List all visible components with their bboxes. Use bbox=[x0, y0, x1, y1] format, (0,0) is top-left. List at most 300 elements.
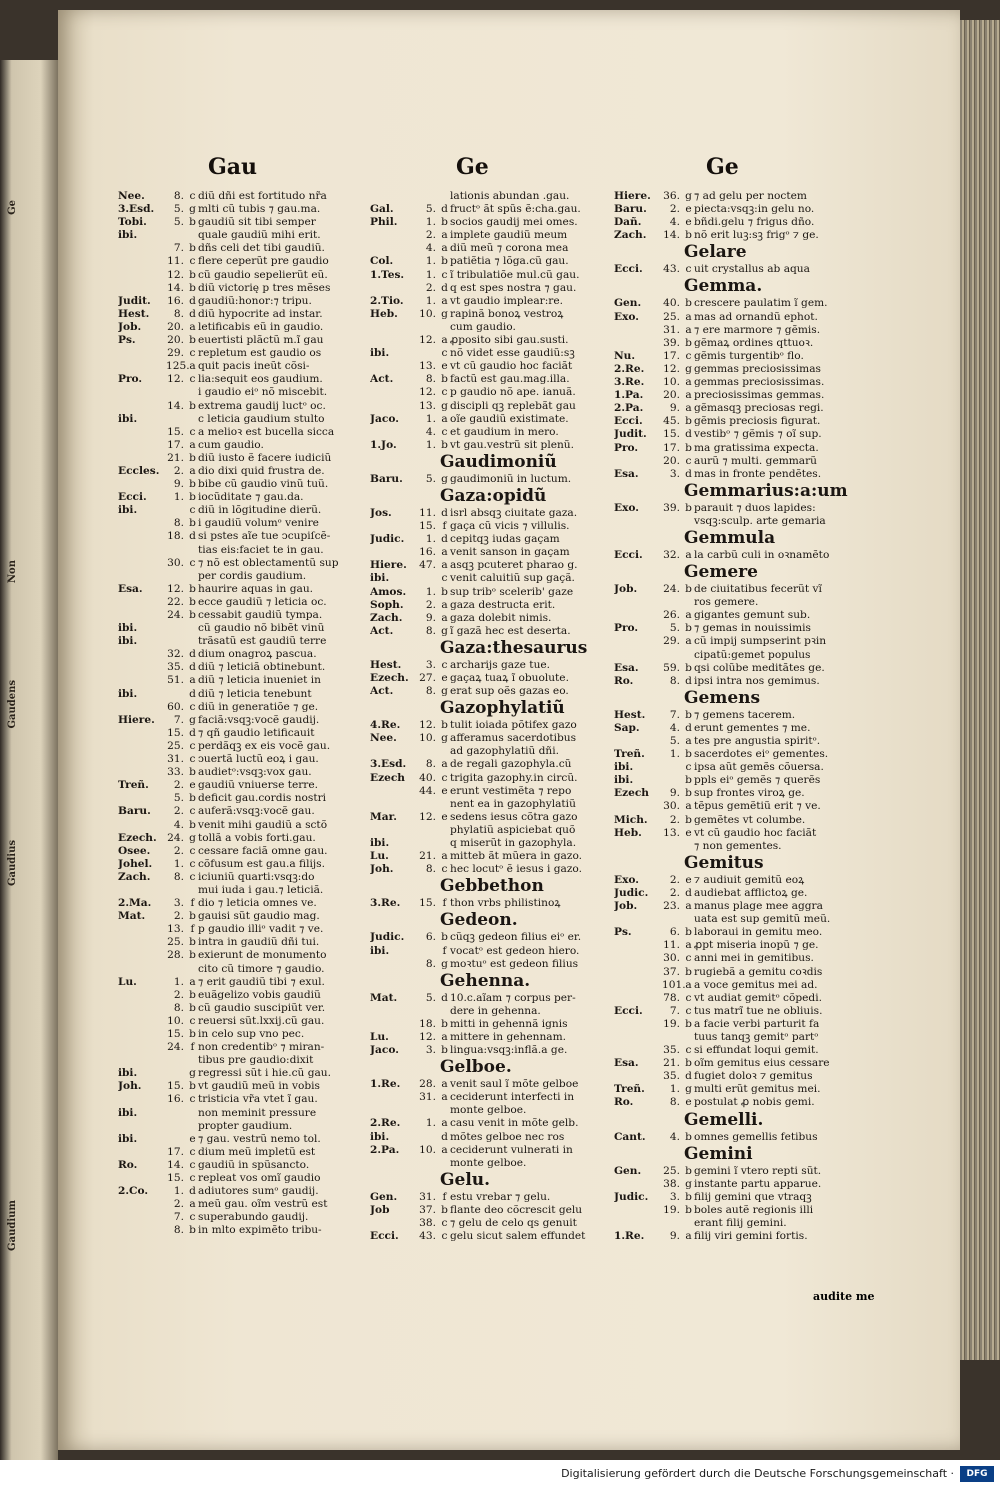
book-reference bbox=[118, 963, 166, 976]
chapter-number bbox=[166, 229, 187, 242]
chapter-number: 2. bbox=[173, 844, 184, 857]
section-letter: c bbox=[189, 255, 196, 268]
citation-text: archarijs gaze tue. bbox=[450, 658, 551, 671]
chapter-number bbox=[166, 688, 187, 701]
section-letter: b bbox=[441, 255, 448, 268]
concordance-line bbox=[118, 805, 408, 818]
book-reference bbox=[118, 674, 166, 687]
book-reference: Esa. bbox=[614, 1057, 639, 1070]
book-reference: Ezech. bbox=[370, 672, 409, 684]
citation-text: tes pre angustia spiritᵒ. bbox=[694, 735, 821, 747]
section-letter: a bbox=[441, 242, 448, 255]
section-letter: a bbox=[685, 939, 692, 952]
chapter-number: 31. bbox=[419, 1190, 436, 1203]
book-reference: Act. bbox=[370, 373, 394, 386]
chapter-number: 1. bbox=[425, 216, 436, 229]
section-letter: c bbox=[189, 1145, 196, 1158]
book-reference: Zach. bbox=[118, 870, 151, 883]
headword: Gehenna. bbox=[440, 970, 531, 991]
citation-text: vt gaudiũ meũ in vobis bbox=[198, 1080, 320, 1093]
section-letter: b bbox=[441, 438, 448, 451]
section-letter: d bbox=[189, 307, 196, 320]
chapter-number: 24. bbox=[167, 831, 184, 844]
concordance-line bbox=[614, 1131, 904, 1144]
citation-text: haurire aquas in gau. bbox=[198, 582, 314, 595]
running-head-1: Gau bbox=[208, 154, 258, 180]
book-reference bbox=[118, 1224, 166, 1237]
chapter-number: 2. bbox=[173, 910, 184, 923]
chapter-number: 13. bbox=[167, 923, 184, 936]
citation-text: ĩ tribulatiõe mul.cũ gau. bbox=[450, 268, 580, 281]
citation-text: gemmas preciosissimas. bbox=[694, 376, 825, 389]
book-reference: Zach. bbox=[614, 229, 647, 242]
citation-text: erat sup oẽs gazas eo. bbox=[450, 685, 569, 698]
section-letter: b bbox=[685, 774, 692, 787]
section-letter: b bbox=[189, 517, 196, 530]
section-letter: b bbox=[685, 229, 692, 242]
section-letter: a bbox=[441, 1078, 448, 1091]
concordance-line bbox=[118, 1015, 408, 1028]
chapter-number bbox=[166, 413, 187, 426]
chapter-number: 23. bbox=[663, 900, 680, 913]
book-reference bbox=[118, 989, 166, 1002]
section-letter: b bbox=[441, 216, 448, 229]
chapter-number: 2. bbox=[425, 281, 436, 294]
citation-text: gaza dolebit nimis. bbox=[450, 611, 552, 624]
chapter-number: 14. bbox=[167, 399, 184, 412]
chapter-number: 24. bbox=[167, 609, 184, 621]
book-reference bbox=[370, 334, 418, 347]
section-letter: a bbox=[441, 546, 448, 559]
section-letter: b bbox=[685, 1164, 692, 1177]
citation-text: tias eis:faciet te in gau. bbox=[198, 543, 324, 556]
book-reference: 2.Tio. bbox=[370, 294, 404, 307]
concordance-line bbox=[118, 714, 408, 727]
section-letter bbox=[683, 913, 694, 926]
concordance-line bbox=[614, 900, 904, 913]
book-reference bbox=[118, 648, 166, 661]
book-reference: Ecci. bbox=[614, 1004, 643, 1017]
chapter-number: 21. bbox=[167, 451, 184, 464]
citation-text: flante deo cõcrescit gelu bbox=[450, 1203, 583, 1216]
section-letter bbox=[683, 1217, 694, 1230]
book-reference: Hest. bbox=[614, 708, 646, 721]
book-reference: Judit. bbox=[614, 428, 647, 441]
chapter-number: 14. bbox=[663, 229, 680, 242]
citation-text: a melioꝛ est bucella sicca bbox=[198, 425, 335, 438]
section-letter: c bbox=[685, 952, 692, 965]
citation-text: dium meũ impletũ est bbox=[198, 1145, 316, 1158]
chapter-number: 16. bbox=[167, 294, 184, 307]
chapter-number: 12. bbox=[167, 582, 184, 595]
book-reference bbox=[118, 439, 166, 452]
book-reference bbox=[118, 1054, 166, 1067]
citation-text: la carbũ culi in oꝛnamẽto bbox=[694, 548, 830, 561]
book-reference: 1.Tes. bbox=[370, 268, 405, 281]
chapter-number: 7. bbox=[669, 708, 680, 721]
chapter-number: 4. bbox=[173, 818, 184, 831]
book-reference bbox=[370, 400, 418, 413]
chapter-number: 40. bbox=[663, 297, 680, 310]
chapter-number: 12. bbox=[419, 719, 436, 732]
concordance-line bbox=[614, 1083, 904, 1096]
chapter-number: 15. bbox=[419, 897, 436, 910]
citation-text: moꝛtuᵒ est gedeon filius bbox=[450, 957, 579, 970]
chapter-number: 12. bbox=[419, 386, 436, 399]
section-letter bbox=[439, 824, 450, 837]
chapter-number: 26. bbox=[663, 609, 680, 622]
chapter-number: 20. bbox=[663, 454, 680, 467]
citation-text: ↄuertã luctũ eoꝝ i gau. bbox=[198, 753, 319, 766]
chapter-number: 17. bbox=[167, 438, 184, 451]
section-letter: b bbox=[441, 719, 448, 732]
chapter-number: 18. bbox=[419, 1017, 436, 1030]
chapter-number: 4. bbox=[425, 425, 436, 438]
section-letter: c bbox=[441, 386, 448, 399]
concordance-line bbox=[118, 530, 408, 543]
section-letter: a bbox=[441, 598, 448, 611]
book-reference: Hest. bbox=[370, 658, 402, 671]
chapter-number bbox=[166, 386, 187, 399]
book-reference: Job. bbox=[118, 320, 142, 333]
chapter-number bbox=[662, 1031, 683, 1044]
section-letter: b bbox=[685, 441, 692, 454]
chapter-number: 6. bbox=[669, 926, 680, 939]
chapter-number: 16. bbox=[167, 1093, 184, 1106]
section-letter: a bbox=[685, 548, 692, 561]
concordance-line bbox=[118, 635, 408, 648]
citation-text: a voce gemitus mei ad. bbox=[694, 978, 818, 991]
chapter-number bbox=[418, 745, 439, 758]
book-reference bbox=[370, 1104, 418, 1117]
citation-text: gẽmasqꝫ preciosas regi. bbox=[694, 402, 824, 415]
section-letter: f bbox=[442, 897, 447, 910]
concordance-line bbox=[614, 428, 904, 441]
section-letter bbox=[187, 1054, 198, 1067]
concordance-line bbox=[118, 1120, 408, 1133]
concordance-line bbox=[614, 376, 904, 389]
chapter-number: 7. bbox=[173, 1211, 184, 1224]
section-letter: c bbox=[189, 1172, 196, 1185]
section-letter: a bbox=[189, 464, 196, 477]
book-reference: Ro. bbox=[614, 674, 634, 687]
citation-text: ecce gaudiũ ⁊ leticia oc. bbox=[198, 595, 327, 608]
concordance-line bbox=[118, 1198, 408, 1211]
chapter-number: 33. bbox=[167, 766, 184, 779]
left-page-fragment: Non bbox=[7, 560, 18, 584]
section-letter: c bbox=[441, 572, 448, 585]
section-letter: c bbox=[441, 771, 448, 784]
chapter-number: 25. bbox=[167, 936, 184, 949]
book-reference bbox=[118, 360, 166, 373]
chapter-number: 40. bbox=[419, 771, 436, 784]
chapter-number: 27. bbox=[419, 672, 436, 684]
concordance-line bbox=[118, 557, 408, 570]
book-reference: Heb. bbox=[614, 826, 642, 839]
citation-text: sup tribᵒ scelerib' gaze bbox=[450, 585, 574, 598]
chapter-number: 45. bbox=[663, 415, 680, 428]
citation-text: qsi colũbe meditãtes ge. bbox=[694, 661, 825, 674]
chapter-number: 20. bbox=[167, 320, 184, 333]
book-reference: Hest. bbox=[118, 307, 150, 320]
catchword: audite me bbox=[813, 1290, 875, 1303]
book-reference: ibi. bbox=[614, 761, 634, 774]
section-letter: b bbox=[189, 491, 196, 504]
section-letter: b bbox=[189, 478, 196, 491]
citation-text: mas in fronte pendẽtes. bbox=[694, 467, 822, 480]
section-letter bbox=[187, 1107, 198, 1120]
citation-text: cũ impij sumpserint pꝛin bbox=[694, 635, 827, 648]
citation-text: cum gaudio. bbox=[450, 320, 516, 333]
book-reference: 2.Pa. bbox=[370, 1143, 400, 1156]
concordance-line bbox=[118, 923, 408, 936]
citation-text: gauisi sũt gaudio mag. bbox=[198, 910, 320, 923]
citation-text: tulit ioiada põtifex gazo bbox=[450, 719, 577, 732]
concordance-line bbox=[614, 1096, 904, 1109]
concordance-line bbox=[614, 874, 904, 887]
citation-text: nõ videt esse gaudiũ:sꝫ bbox=[450, 347, 575, 360]
chapter-number: 60. bbox=[167, 700, 184, 713]
citation-text: ꝓposito sibi gau.susti. bbox=[450, 334, 569, 347]
citation-text: p gaudio illiᵒ vadit ⁊ ve. bbox=[198, 923, 324, 936]
section-letter: d bbox=[189, 530, 196, 543]
section-letter: b bbox=[189, 268, 196, 281]
book-reference: Ecci. bbox=[614, 548, 643, 561]
concordance-line bbox=[118, 596, 408, 609]
chapter-number: 15. bbox=[167, 1172, 184, 1185]
section-letter: a bbox=[685, 389, 692, 402]
book-reference bbox=[614, 1217, 662, 1230]
chapter-number: 5. bbox=[669, 622, 680, 635]
concordance-line bbox=[118, 544, 408, 557]
book-reference bbox=[118, 740, 166, 753]
section-letter: c bbox=[685, 1044, 692, 1057]
chapter-number: 11. bbox=[167, 255, 184, 268]
citation-text: p gaudio nõ ape. ianuã. bbox=[450, 386, 576, 399]
concordance-line bbox=[614, 1044, 904, 1057]
chapter-number: 17. bbox=[663, 441, 680, 454]
chapter-number bbox=[662, 774, 683, 787]
chapter-number: 8. bbox=[173, 190, 184, 202]
section-letter: f bbox=[442, 944, 447, 957]
concordance-line bbox=[118, 465, 408, 478]
chapter-number: 24. bbox=[167, 1041, 184, 1054]
book-reference bbox=[614, 515, 662, 528]
concordance-line bbox=[118, 766, 408, 779]
book-reference bbox=[118, 517, 166, 530]
section-letter: b bbox=[189, 910, 196, 923]
concordance-line bbox=[118, 884, 408, 897]
chapter-number bbox=[166, 884, 187, 897]
citation-text: intra in gaudiũ dñi tui. bbox=[198, 936, 320, 949]
concordance-line bbox=[614, 840, 904, 853]
chapter-number: 2. bbox=[669, 873, 680, 886]
section-letter: g bbox=[441, 472, 448, 485]
citation-text: cum gaudio. bbox=[198, 438, 264, 451]
concordance-line bbox=[118, 779, 408, 792]
headword: Gemens bbox=[684, 687, 761, 708]
chapter-number: 14. bbox=[167, 1158, 184, 1171]
book-reference bbox=[370, 745, 418, 758]
book-reference bbox=[118, 282, 166, 295]
section-letter: d bbox=[441, 1130, 448, 1143]
chapter-number: 28. bbox=[419, 1078, 436, 1091]
section-letter: c bbox=[189, 805, 196, 818]
book-reference: 3.Esd. bbox=[370, 758, 407, 771]
section-letter: c bbox=[685, 991, 692, 1004]
concordance-line bbox=[614, 827, 904, 840]
chapter-number: 7. bbox=[173, 242, 184, 255]
book-reference bbox=[614, 992, 662, 1005]
book-reference: Pro. bbox=[118, 373, 143, 386]
book-reference bbox=[118, 661, 166, 674]
section-letter: b bbox=[685, 1130, 692, 1143]
concordance-line bbox=[614, 709, 904, 722]
chapter-number bbox=[418, 945, 439, 958]
concordance-line bbox=[118, 976, 408, 989]
citation-text: bibe cũ gaudio vinũ tuũ. bbox=[198, 478, 329, 491]
chapter-number: 44. bbox=[419, 784, 436, 797]
section-letter: a bbox=[441, 1091, 448, 1104]
section-letter bbox=[187, 884, 198, 897]
section-letter: d bbox=[685, 674, 692, 687]
citation-text: ⁊ erit gaudiũ tibi ⁊ exul. bbox=[198, 975, 325, 988]
running-head-2: Ge bbox=[456, 154, 489, 180]
concordance-line bbox=[614, 297, 904, 310]
chapter-number: 30. bbox=[167, 556, 184, 569]
section-letter: f bbox=[190, 1041, 195, 1054]
chapter-number: 15. bbox=[167, 425, 184, 438]
section-letter: g bbox=[189, 713, 196, 726]
citation-text: adiutores sumᵒ gaudij. bbox=[198, 1185, 319, 1198]
concordance-line bbox=[118, 910, 408, 923]
section-letter: c bbox=[441, 658, 448, 671]
concordance-line bbox=[614, 887, 904, 900]
citation-text: cũqꝫ gedeon filius eiᵒ er. bbox=[450, 931, 582, 944]
citation-text: ceciderunt interfecti in bbox=[450, 1091, 575, 1104]
citation-text: rapinã bonoꝝ vestroꝝ bbox=[450, 307, 564, 320]
citation-text: iocũditate ⁊ gau.da. bbox=[198, 491, 304, 504]
citation-text: faciã:vsqꝫ:vocẽ gaudij. bbox=[198, 713, 320, 726]
chapter-number: 12. bbox=[663, 362, 680, 375]
section-letter: a bbox=[685, 402, 692, 415]
book-reference: 4.Re. bbox=[370, 719, 401, 732]
book-reference: Hiere. bbox=[614, 190, 651, 202]
chapter-number bbox=[166, 504, 187, 517]
book-reference: Ecci. bbox=[118, 491, 147, 504]
book-reference bbox=[370, 520, 418, 533]
chapter-number: 12. bbox=[419, 334, 436, 347]
book-reference bbox=[118, 544, 166, 557]
section-letter: d bbox=[685, 428, 692, 441]
book-reference: Exo. bbox=[614, 873, 639, 886]
book-reference: Job. bbox=[614, 583, 638, 596]
citation-text: auferã:vsqꝫ:vocẽ gau. bbox=[198, 805, 315, 818]
concordance-line bbox=[118, 1159, 408, 1172]
book-reference: Baru. bbox=[614, 203, 647, 216]
chapter-number: 20. bbox=[663, 389, 680, 402]
chapter-number: 8. bbox=[425, 957, 436, 970]
citation-text: si effundat loqui gemit. bbox=[694, 1044, 819, 1057]
book-reference: Job. bbox=[614, 900, 638, 913]
concordance-line bbox=[118, 1224, 408, 1237]
citation-text: instante partu apparue. bbox=[694, 1177, 822, 1190]
chapter-number bbox=[418, 837, 439, 850]
concordance-line bbox=[614, 966, 904, 979]
citation-text: vt cũ gaudio hoc faciãt bbox=[694, 826, 817, 839]
citation-text: diũ victorię p tres mẽses bbox=[198, 281, 331, 294]
concordance-line bbox=[118, 1067, 408, 1080]
citation-text: cũ gaudio nõ bibẽt vinũ bbox=[198, 622, 325, 635]
chapter-number: 8. bbox=[173, 307, 184, 320]
concordance-line bbox=[614, 442, 904, 455]
chapter-number: 1. bbox=[425, 268, 436, 281]
concordance-line bbox=[118, 255, 408, 268]
concordance-line bbox=[118, 334, 408, 347]
chapter-number: 30. bbox=[663, 952, 680, 965]
chapter-number: 8. bbox=[425, 624, 436, 637]
citation-text: quale gaudiũ mihi erit. bbox=[198, 229, 321, 242]
book-reference bbox=[614, 596, 662, 609]
citation-text: mitti in gehennã ignis bbox=[450, 1017, 568, 1030]
section-letter: c bbox=[685, 454, 692, 467]
chapter-number: 1. bbox=[173, 1185, 184, 1198]
chapter-number: 7. bbox=[173, 713, 184, 726]
concordance-line bbox=[118, 347, 408, 360]
concordance-line bbox=[614, 722, 904, 735]
concordance-line bbox=[118, 570, 408, 583]
section-letter bbox=[439, 798, 450, 811]
citation-text: letificabis eũ in gaudio. bbox=[198, 320, 324, 333]
chapter-number: 37. bbox=[419, 1203, 436, 1216]
section-letter: c bbox=[441, 425, 448, 438]
book-reference bbox=[370, 1217, 418, 1230]
citation-text: repletum est gaudio os bbox=[198, 347, 322, 360]
concordance-line bbox=[118, 413, 408, 426]
section-letter: b bbox=[685, 1057, 692, 1070]
citation-text: gaça cũ vicis ⁊ villulis. bbox=[450, 520, 570, 533]
citation-text: diũ hypocrite ad instar. bbox=[198, 307, 323, 320]
chapter-number: 12. bbox=[419, 1030, 436, 1043]
section-letter: c bbox=[189, 1093, 196, 1106]
book-reference bbox=[118, 1041, 166, 1054]
headword: Gemitus bbox=[684, 852, 764, 873]
headword: Gelboe. bbox=[440, 1057, 512, 1078]
section-letter: b bbox=[685, 297, 692, 310]
chapter-number: 1. bbox=[425, 533, 436, 546]
section-letter: a bbox=[441, 412, 448, 425]
citation-text: gemmas preciosissimas bbox=[694, 362, 821, 375]
citation-text: euãgelizo vobis gaudiũ bbox=[198, 988, 321, 1001]
citation-text: filij viri gemini fortis. bbox=[694, 1230, 808, 1243]
book-reference: Act. bbox=[370, 685, 394, 698]
book-reference: Esa. bbox=[614, 661, 639, 674]
section-letter: c bbox=[189, 1158, 196, 1171]
book-reference bbox=[118, 426, 166, 439]
section-letter: d bbox=[189, 726, 196, 739]
citation-text: gaudimoniũ in luctum. bbox=[450, 472, 572, 485]
citation-text: cũ gaudio sepelierũt eũ. bbox=[198, 268, 328, 281]
book-reference: Exo. bbox=[614, 501, 639, 514]
citation-text: tollã a vobis forti.gau. bbox=[198, 831, 316, 844]
concordance-line bbox=[614, 455, 904, 468]
citation-text: isrl absqꝫ ciuitate gaza. bbox=[450, 506, 578, 519]
book-reference bbox=[118, 255, 166, 268]
column-1 bbox=[118, 190, 408, 1238]
section-letter bbox=[439, 190, 450, 203]
chapter-number: 35. bbox=[167, 661, 184, 674]
book-reference bbox=[370, 1005, 418, 1018]
